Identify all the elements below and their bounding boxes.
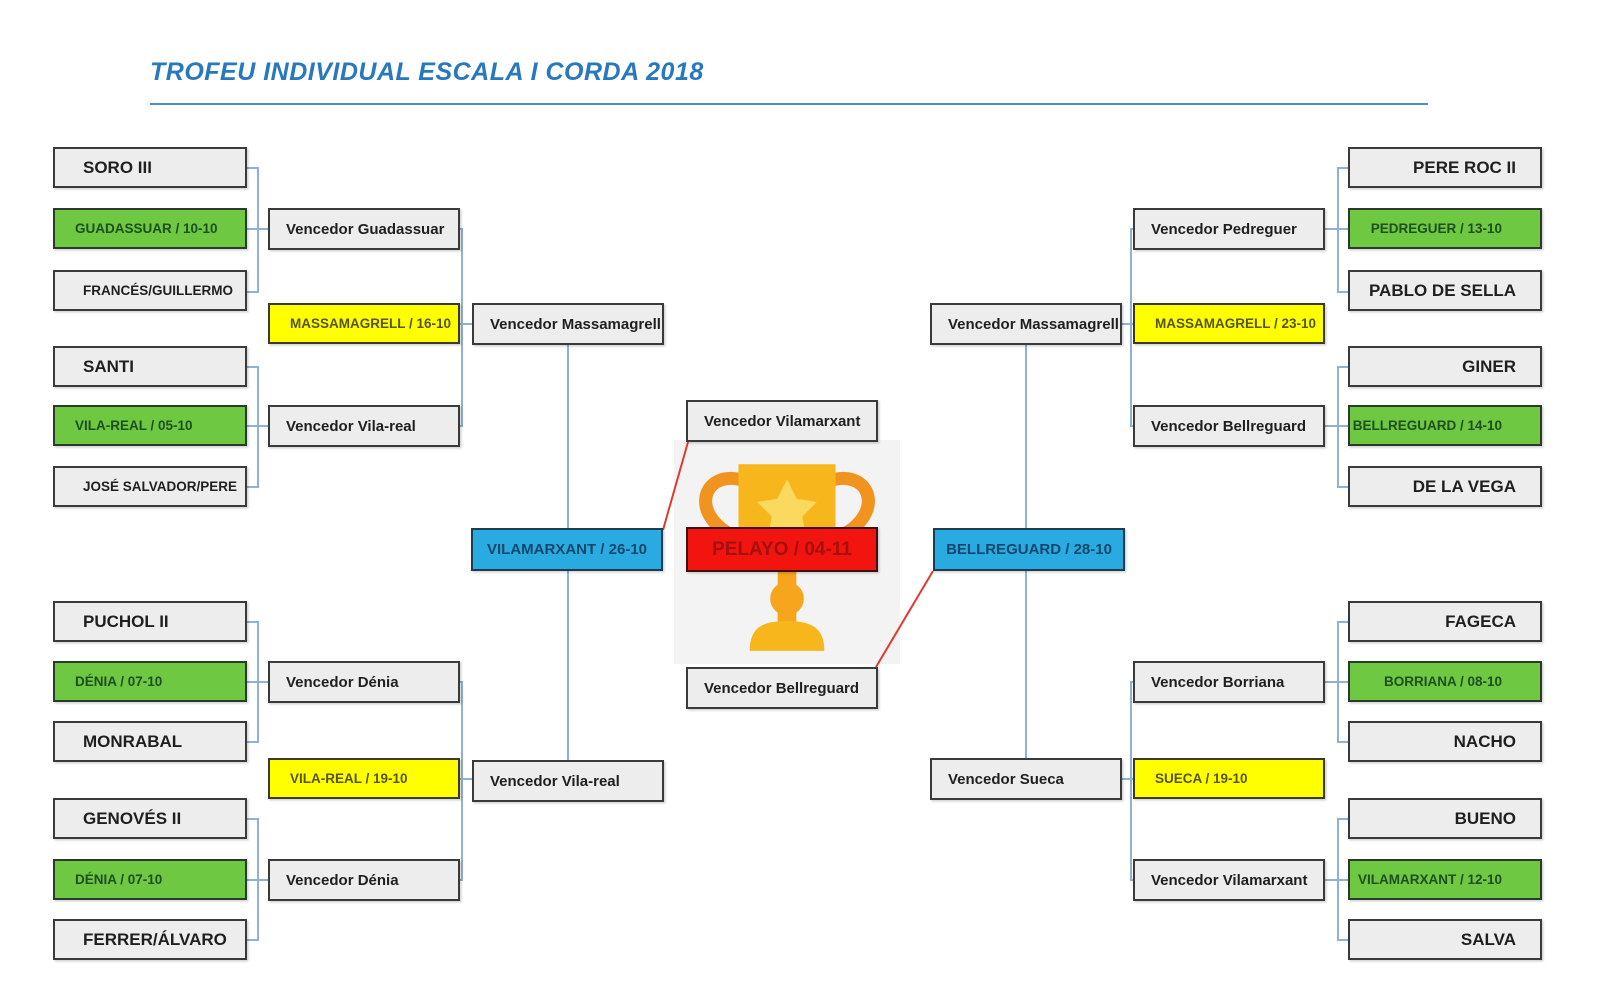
semifinal-result-box: BELLREGUARD / 28-10 [933,528,1125,571]
semifinal-result-box: VILAMARXANT / 26-10 [471,528,663,571]
finalist-box: Vencedor Bellreguard [686,667,878,709]
winner-box: Vencedor Guadassuar [268,208,460,250]
semifinal-venue-box: MASSAMAGRELL / 23-10 [1133,303,1325,344]
team-box: FAGECA [1348,601,1542,642]
match-result-box: GUADASSUAR / 10-10 [53,208,247,249]
connector-left-bottom-semi [460,682,472,880]
semifinal-venue-box: VILA-REAL / 19-10 [268,758,460,799]
match-result-box: PEDREGUER / 13-10 [1348,208,1542,249]
team-box: FERRER/ÁLVARO [53,919,247,960]
match-result-box: DÉNIA / 07-10 [53,661,247,702]
winner-box: Vencedor Dénia [268,859,460,901]
connector-final-right-red [876,571,933,667]
winner-box: Vencedor Vilamarxant [1133,859,1325,901]
connector-right-top-quad2 [1325,367,1348,487]
team-box: SANTI [53,346,247,387]
connector-left-bottom-quad2 [247,819,268,940]
connector-final-left-red [663,442,688,530]
team-box: PERE ROC II [1348,147,1542,188]
connector-left-top-quad2 [247,367,268,487]
semifinal-winner-box: Vencedor Massamagrell [930,303,1122,345]
connector-right-bottom-semi [1122,682,1133,880]
connector-right-top-quad1 [1325,168,1348,292]
semifinal-winner-box: Vencedor Sueca [930,758,1122,800]
team-box: NACHO [1348,721,1542,762]
team-box: GINER [1348,346,1542,387]
final-match-box: PELAYO / 04-11 [686,527,878,572]
team-box: MONRABAL [53,721,247,762]
team-box: JOSÉ SALVADOR/PERE [53,466,247,507]
winner-box: Vencedor Vila-real [268,405,460,447]
connector-right-top-semi [1122,229,1133,426]
match-result-box: VILA-REAL / 05-10 [53,405,247,446]
finalist-box: Vencedor Vilamarxant [686,400,878,442]
semifinal-venue-box: SUECA / 19-10 [1133,758,1325,799]
page-title: TROFEU INDIVIDUAL ESCALA I CORDA 2018 [150,58,704,86]
connector-left-bottom-quad1 [247,622,268,742]
semifinal-venue-box: MASSAMAGRELL / 16-10 [268,303,460,344]
connector-left-top-quad1 [247,168,268,292]
connector-left-top-semi [460,229,472,426]
team-box: BUENO [1348,798,1542,839]
semifinal-winner-box: Vencedor Vila-real [472,760,664,802]
team-box: SALVA [1348,919,1542,960]
team-box: SORO III [53,147,247,188]
match-result-box: DÉNIA / 07-10 [53,859,247,900]
semifinal-winner-box: Vencedor Massamagrell [472,303,664,345]
connector-right-bottom-quad1 [1325,622,1348,742]
connector-right-bottom-quad2 [1325,819,1348,940]
team-box: FRANCÉS/GUILLERMO [53,270,247,311]
team-box: PUCHOL II [53,601,247,642]
winner-box: Vencedor Pedreguer [1133,208,1325,250]
match-result-box: BORRIANA / 08-10 [1348,661,1542,702]
winner-box: Vencedor Borriana [1133,661,1325,703]
match-result-box: VILAMARXANT / 12-10 [1348,859,1542,900]
team-box: PABLO DE SELLA [1348,270,1542,311]
winner-box: Vencedor Bellreguard [1133,405,1325,447]
team-box: GENOVÉS II [53,798,247,839]
winner-box: Vencedor Dénia [268,661,460,703]
match-result-box: BELLREGUARD / 14-10 [1348,405,1542,446]
team-box: DE LA VEGA [1348,466,1542,507]
